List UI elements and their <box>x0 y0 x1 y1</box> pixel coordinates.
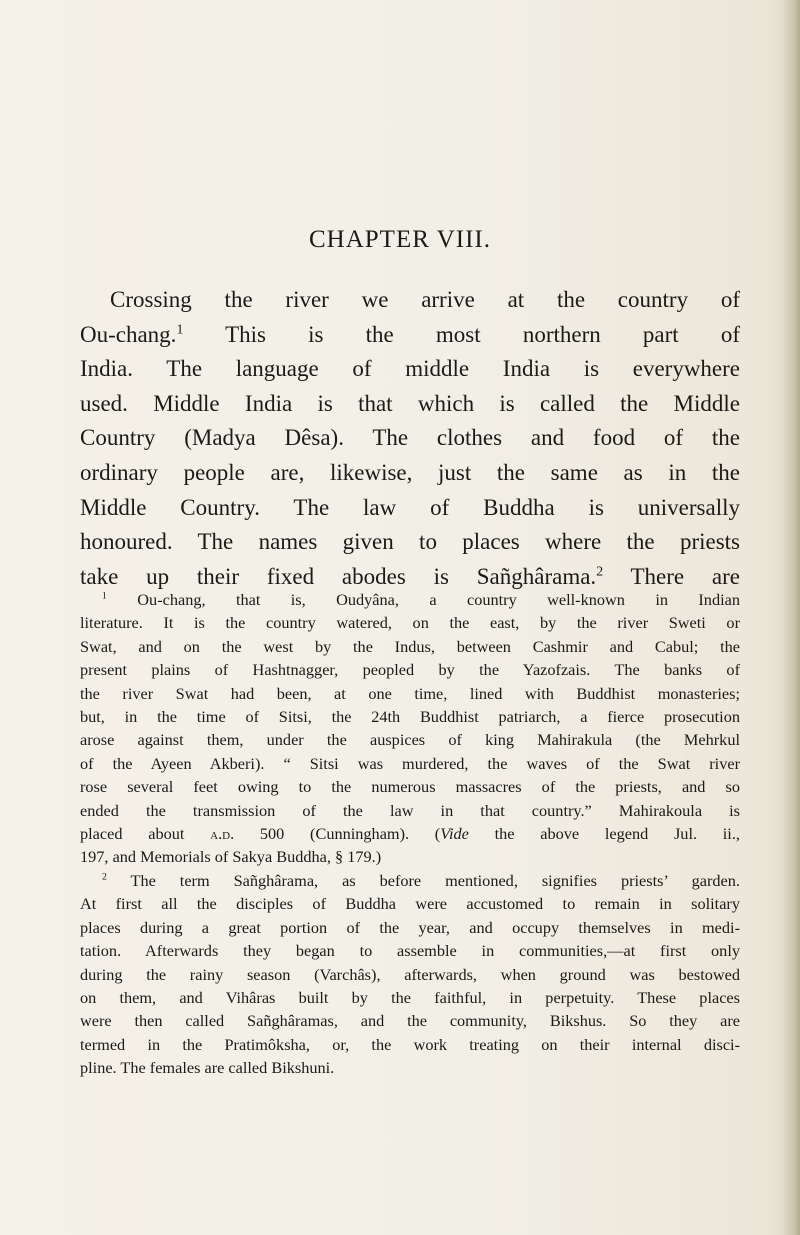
body-line: Crossing the river we arrive at the country of <box>110 287 740 312</box>
body-line: Middle Country. The law of Buddha is universally <box>80 494 740 520</box>
footnote-line: the river Swat had been, at one time, lined with Buddhist monasteries; <box>80 683 740 703</box>
chapter-title: CHAPTER VIII. <box>309 226 491 253</box>
footnote-line: pline. The females are called Bikshuni. <box>80 1058 335 1078</box>
body-text: Ou-chang. <box>80 321 177 347</box>
body-text: There are <box>630 563 740 589</box>
footnote-line: of the Ayeen Akberi). “ Sitsi was murdered, the waves of the Swat river <box>80 753 740 773</box>
page-edge-shadow <box>782 0 800 1235</box>
footnote-line: termed in the Pratimôksha, or, the work treating on their internal disci- <box>80 1034 740 1054</box>
footnote-text: the above legend Jul. ii., <box>494 824 740 844</box>
footnote-line: places during a great portion of the year, and occupy themselves in medi- <box>80 917 740 937</box>
footnote-line: 197, and Memorials of Sakya Buddha, § 179.) <box>80 847 382 867</box>
footnote-ref: 2 <box>596 563 604 579</box>
body-line: Country (Madya Dêsa). The clothes and food of the <box>80 425 740 451</box>
body-text: take up their fixed abodes is Sañghârama. <box>80 563 597 589</box>
footnote-line <box>80 869 740 892</box>
footnote-line: tation. Afterwards they began to assemble in communities,—at first only <box>80 941 740 961</box>
footnote-line: but, in the time of Sitsi, the 24th Buddhist patriarch, a fierce prosecution <box>80 707 740 727</box>
footnote-line: arose against them, under the auspices of king Mahirakula (the Mehrkul <box>80 730 740 750</box>
body-line: honoured. The names given to places where the priests <box>80 529 740 555</box>
footnote-line: during the rainy season (Varchâs), afterwards, when ground was bestowed <box>80 964 740 984</box>
era-abbreviation: a.d. <box>210 824 235 844</box>
footnote-ref: 1 <box>176 320 184 336</box>
footnote-line: rose several feet owing to the numerous massacres of the priests, and so <box>80 777 740 797</box>
footnote-text: Ou-chang, that is, Oudyâna, a country well-known in Indian <box>137 590 740 609</box>
body-paragraph <box>80 283 740 594</box>
body-line <box>80 318 740 353</box>
footnote-line: were then called Sañghâramas, and the community, Bikshus. So they are <box>80 1011 740 1031</box>
footnote-line <box>80 588 740 611</box>
footnote-marker: 1 <box>102 590 107 602</box>
footnote-line: present plains of Hashtnagger, peopled by the Yazofzais. The banks of <box>80 660 740 680</box>
footnote-line: on them, and Vihâras built by the faithful, in perpetuity. These places <box>80 987 740 1007</box>
body-line: ordinary people are, likewise, just the same as in the <box>80 459 740 485</box>
body-text: This is the most northern part of <box>225 321 740 347</box>
body-line: India. The language of middle India is everywhere <box>80 356 740 382</box>
vide-reference: Vide <box>440 824 469 844</box>
footnote-line <box>80 822 740 845</box>
footnote-text: The term Sañghârama, as before mentioned, signifies priests’ garden. <box>130 870 740 890</box>
footnote-marker: 2 <box>102 871 107 883</box>
body-line: used. Middle India is that which is called the Middle <box>80 390 740 416</box>
footnote-text: placed about <box>80 824 185 844</box>
footnote-line: Swat, and on the west by the Indus, between Cashmir and Cabul; the <box>80 636 740 656</box>
footnote-text: 500 (Cunningham). ( <box>259 824 441 844</box>
footnote-line: At first all the disciples of Buddha were accustomed to remain in solitary <box>80 894 740 914</box>
footnotes <box>80 588 740 1080</box>
footnote-line: literature. It is the country watered, on the east, by the river Sweti or <box>80 613 740 633</box>
footnote-line: ended the transmission of the law in that country.” Mahirakoula is <box>80 800 740 820</box>
